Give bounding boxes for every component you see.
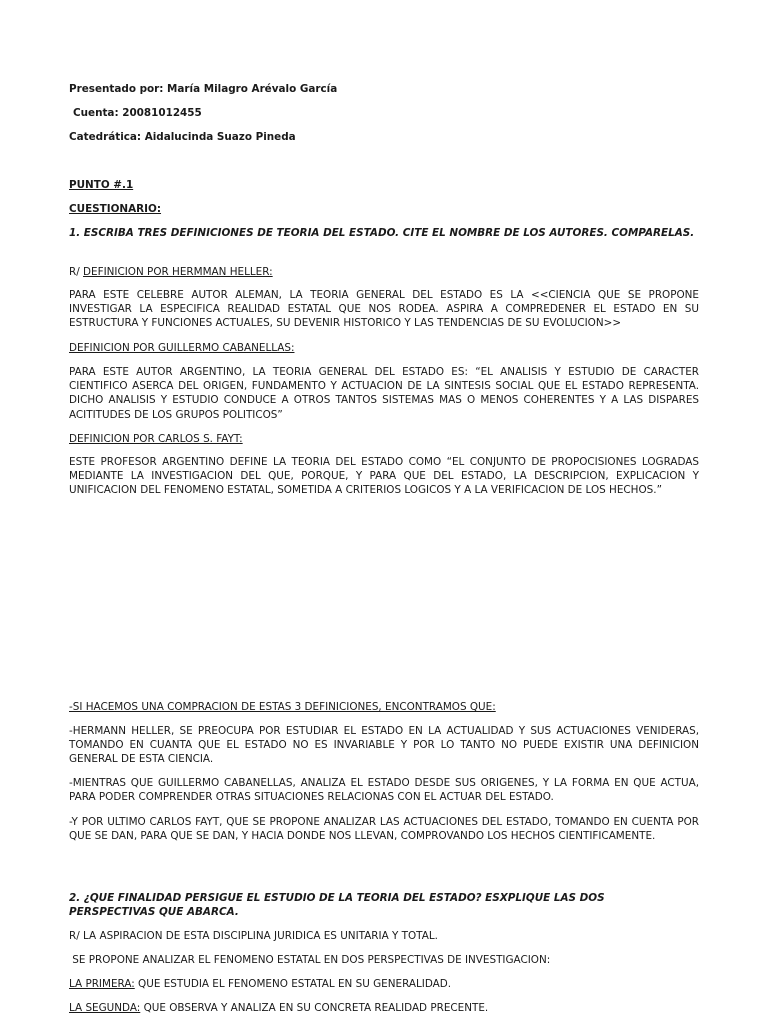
cabanellas-heading: DEFINICION POR GUILLERMO CABANELLAS:	[69, 342, 295, 354]
fayt-definition: ESTE PROFESOR ARGENTINO DEFINE LA TEORIA DEL ESTADO COMO “EL CONJUNTO DE PROPOCISIONES LOGRADAS MEDIANTE LA INVESTIGACION DEL QUE, PORQUE, Y PARA QUE DEL ESTADO, LA DESCRIPCION, EXPLICACION Y UNIFICACION DEL FENOMENO ESTATAL, SOMETIDA A CRITERIOS LOGICOS Y A LA VERIFICACION DE LOS HECHOS.”	[69, 456, 699, 497]
answer-2: R/ LA ASPIRACION DE ESTA DISCIPLINA JURIDICA ES UNITARIA Y TOTAL.	[69, 930, 438, 942]
second-perspective	[69, 1001, 699, 1015]
heller-definition: PARA ESTE CELEBRE AUTOR ALEMAN, LA TEORIA GENERAL DEL ESTADO ES LA <<CIENCIA QUE SE PROPONE INVESTIGAR LA ESPECIFICA REALIDAD ESTATAL QUE NOS RODEA. ASPIRA A COMPREDENER EL ESTADO EN SU ESTRUCTURA Y FUNCIONES ACTUALES, SU DEVENIR HISTORICO Y LAS TENDENCIAS DE SU EVOLUCION>>	[69, 289, 699, 330]
comparison-heller: -HERMANN HELLER, SE PREOCUPA POR ESTUDIAR EL ESTADO EN LA ACTUALIDAD Y SUS ACTUACIONES VENIDERAS, TOMANDO EN CUANTA QUE EL ESTADO NO ES INVARIABLE Y POR LO TANTO NO PUEDE EXISTIR UNA DEFINICION GENERAL DE ESTA CIENCIA.	[69, 725, 699, 766]
second-perspective-label: LA SEGUNDA:	[69, 1002, 141, 1014]
question-1: 1. ESCRIBA TRES DEFINICIONES DE TEORIA DEL ESTADO. CITE EL NOMBRE DE LOS AUTORES. COMPARELAS.	[69, 227, 695, 239]
professor-name: Catedrática: Aidalucinda Suazo Pineda	[69, 131, 296, 143]
second-perspective-text: QUE OBSERVA Y ANALIZA EN SU CONCRETA REALIDAD PRECENTE.	[140, 1002, 489, 1014]
fayt-heading: DEFINICION POR CARLOS S. FAYT:	[69, 433, 243, 445]
first-perspective-label: LA PRIMERA:	[69, 978, 135, 990]
comparison-fayt: -Y POR ULTIMO CARLOS FAYT, QUE SE PROPONE ANALIZAR LAS ACTUACIONES DEL ESTADO, TOMANDO EN CUENTA POR QUE SE DAN, PARA QUE SE DAN, Y HACIA DONDE NOS LLEVAN, COMPROVANDO LOS HECHOS CIENTIFICAMENTE.	[69, 816, 699, 843]
answer-2-proposal: SE PROPONE ANALIZAR EL FENOMENO ESTATAL EN DOS PERSPECTIVAS DE INVESTIGACION:	[69, 954, 551, 966]
question-2: 2. ¿QUE FINALIDAD PERSIGUE EL ESTUDIO DE LA TEORIA DEL ESTADO? ESXPLIQUE LAS DOS PERSPECTIVAS QUE ABARCA.	[69, 892, 605, 919]
presented-by: Presentado por: María Milagro Arévalo García	[69, 83, 338, 95]
comparison-cabanellas: -MIENTRAS QUE GUILLERMO CABANELLAS, ANALIZA EL ESTADO DESDE SUS ORIGENES, Y LA FORMA EN QUE ACTUA, PARA PODER COMPRENDER OTRAS SITUACIONES RELACIONAS CON EL ACTUAR DEL ESTADO.	[69, 777, 699, 804]
first-perspective	[69, 977, 699, 991]
comparison-heading: -SI HACEMOS UNA COMPRACION DE ESTAS 3 DEFINICIONES, ENCONTRAMOS QUE:	[69, 701, 496, 713]
answer-1-heller-heading	[69, 265, 699, 279]
answer-prefix: R/	[69, 266, 84, 278]
questionnaire-title: CUESTIONARIO:	[69, 203, 162, 215]
section-title: PUNTO #.1	[69, 179, 134, 191]
heller-heading: DEFINICION POR HERMMAN HELLER:	[83, 266, 273, 278]
first-perspective-text: QUE ESTUDIA EL FENOMENO ESTATAL EN SU GENERALIDAD.	[134, 978, 452, 990]
account-number: Cuenta: 20081012455	[73, 107, 202, 119]
cabanellas-definition: PARA ESTE AUTOR ARGENTINO, LA TEORIA GENERAL DEL ESTADO ES: “EL ANALISIS Y ESTUDIO DE CARACTER CIENTIFICO ASERCA DEL ORIGEN, FUNDAMENTO Y ACTUACION DE LA SINTESIS SOCIAL QUE EL ESTADO REPRESENTA. DICHO ANALISIS Y ESTUDIO CONDUCE A OTROS TANTOS SISTEMAS MAS O MENOS COHERENTES Y A LAS DISPARES ACITITUDES DE LOS GRUPOS POLITICOS”	[69, 366, 699, 421]
